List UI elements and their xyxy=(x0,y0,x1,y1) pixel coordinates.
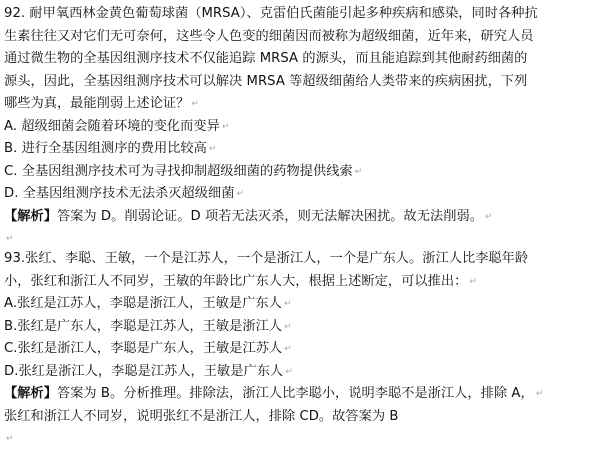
q93-stem-line: 小，张红和浙江人不同岁，王敏的年龄比广东人大，根据上述断定，可以推出： ↵ xyxy=(4,273,477,289)
paragraph-mark-icon: ↵ xyxy=(285,366,293,377)
q93-analysis xyxy=(4,383,608,406)
q93-option-b: B.张红是广东人，李聪是江苏人，王敏是浙江人 ↵ xyxy=(4,318,292,334)
q93-analysis-continued: 张红和浙江人不同岁，说明张红不是浙江人，排除 CD。故答案为 B xyxy=(4,408,399,424)
analysis-text: 答案为 D。削弱论证。D 项若无法灭杀，则无法解决困扰。故无法削弱。 xyxy=(56,208,483,224)
paragraph-mark-icon: ↵ xyxy=(6,234,14,244)
paragraph-mark-icon: ↵ xyxy=(284,344,292,354)
paragraph-mark-icon: ↵ xyxy=(191,99,199,109)
q92-option-b: B. 进行全基因组测序的费用比较高 ↵ xyxy=(4,141,217,156)
paragraph-mark-icon: ↵ xyxy=(469,276,477,287)
analysis-tag: 【解析】 xyxy=(4,208,57,224)
paragraph-mark-icon: ↵ xyxy=(283,299,292,309)
paragraph-mark-icon: ↵ xyxy=(284,321,292,332)
q92-option-c: C. 全基因组测序技术可为寻找抑制超级细菌的药物提供线索 ↵ xyxy=(4,163,363,179)
analysis-text: 答案为 B。分析推理。排除法，浙江人比李聪小，说明李聪不是浙江人，排除 A， xyxy=(56,386,534,401)
paragraph-mark-icon: ↵ xyxy=(6,434,14,444)
q92-stem-line: 哪些为真，最能削弱上述论证？ ↵ xyxy=(4,96,199,111)
q92-stem-line: 生素往往又对它们无可奈何，这些令人色变的细菌因而被称为超级细菌，近年来，研究人员 xyxy=(4,28,534,44)
q93-option-d: D.张红是浙江人，李聪是江苏人，王敏是广东人 ↵ xyxy=(4,363,293,379)
question-92 xyxy=(4,3,608,228)
q92-stem-line: 92. 耐甲氧西林金黄色葡萄球菌（MRSA）、克雷伯氏菌能引起多种疾病和感染，同时各种抗 xyxy=(4,6,538,21)
paragraph-mark-icon: ↵ xyxy=(208,144,217,154)
question-93 xyxy=(4,248,608,428)
blank-paragraph xyxy=(4,228,608,248)
q92-stem-line: 源头，因此，全基因组测序技术可以解决 MRSA 等超级细菌给人类带来的疾病困扰，下列 xyxy=(4,73,528,89)
paragraph-mark-icon: ↵ xyxy=(484,211,493,222)
q93-option-a: A.张红是江苏人，李聪是浙江人，王敏是广东人 ↵ xyxy=(4,296,292,311)
paragraph-mark-icon: ↵ xyxy=(535,389,544,399)
document-page xyxy=(4,3,608,448)
q92-analysis xyxy=(4,206,608,229)
paragraph-mark-icon: ↵ xyxy=(354,166,363,177)
blank-paragraph xyxy=(4,428,608,448)
q93-stem-line: 93.张红、李聪、王敏，一个是江苏人，一个是浙江人，一个是广东人。浙江人比李聪年龄 xyxy=(4,251,529,266)
q92-stem-line: 通过微生物的全基因组测序技术不仅能追踪 MRSA 的源头，而且能追踪到其他耐药细菌的 xyxy=(4,51,528,66)
analysis-tag: 【解析】 xyxy=(4,386,57,401)
q92-option-a: A. 超级细菌会随着环境的变化而变异 ↵ xyxy=(4,118,230,134)
paragraph-mark-icon: ↵ xyxy=(221,121,230,132)
q93-option-c: C.张红是浙江人，李聪是广东人，王敏是江苏人 ↵ xyxy=(4,341,292,356)
paragraph-mark-icon: ↵ xyxy=(236,189,245,199)
q92-option-d: D. 全基因组测序技术无法杀灭超级细菌 ↵ xyxy=(4,186,245,201)
